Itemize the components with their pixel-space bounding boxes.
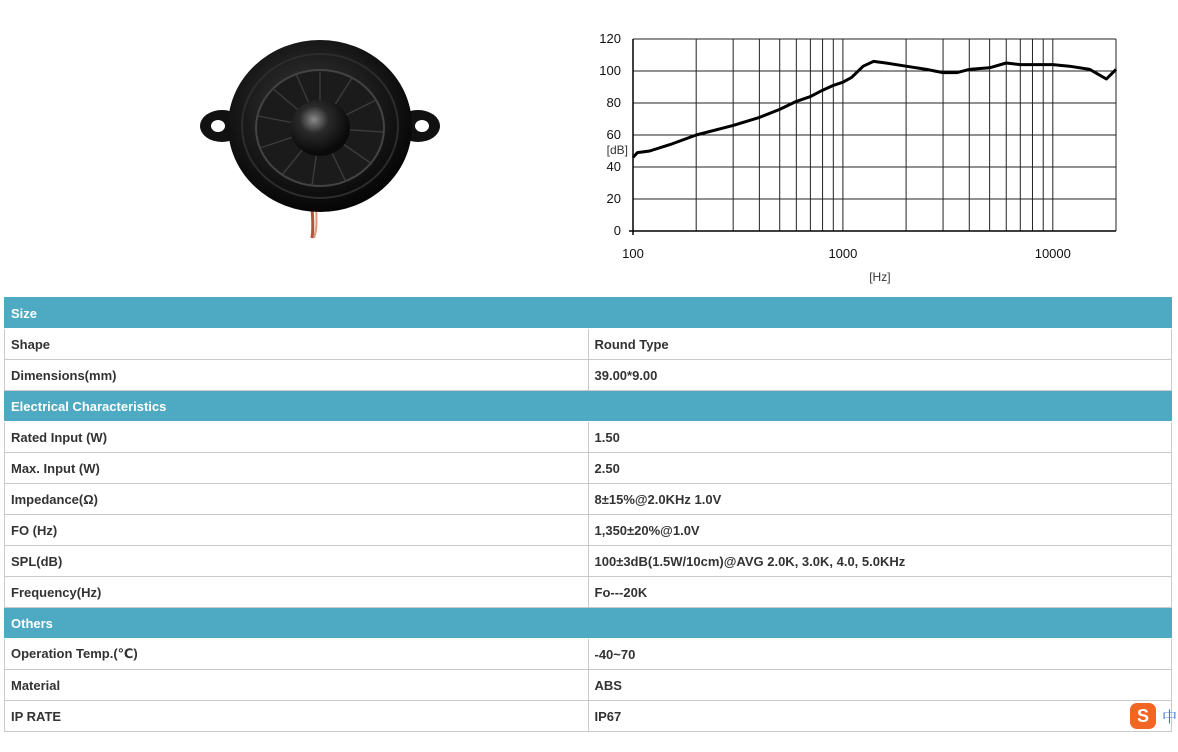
spec-value: IP67 [588, 701, 1172, 732]
y-tick-label: 0 [613, 223, 621, 238]
table-row [5, 422, 1172, 453]
spec-value: 1,350±20%@1.0V [588, 515, 1172, 546]
spec-value: 1.50 [588, 422, 1172, 453]
section-title: Electrical Characteristics [5, 391, 1172, 422]
spec-name: FO (Hz) [5, 515, 589, 546]
spec-value: 100±3dB(1.5W/10cm)@AVG 2.0K, 3.0K, 4.0, 5.0KHz [588, 546, 1172, 577]
y-tick-label: 100 [599, 63, 621, 78]
x-tick-label: 10000 [1034, 246, 1071, 261]
table-row [5, 360, 1172, 391]
spec-name: Material [5, 670, 589, 701]
y-tick-label: 40 [606, 159, 621, 174]
spec-value: 2.50 [588, 453, 1172, 484]
y-tick-label: 80 [606, 95, 621, 110]
spec-name: IP RATE [5, 701, 589, 732]
spec-table [4, 297, 1172, 732]
table-row [5, 639, 1172, 670]
sogou-icon[interactable]: S [1130, 703, 1156, 729]
y-tick-label: 20 [606, 191, 621, 206]
table-row [5, 484, 1172, 515]
spec-name: Operation Temp.(℃) [5, 639, 589, 670]
table-row [5, 329, 1172, 360]
section-header [5, 298, 1172, 329]
table-row [5, 515, 1172, 546]
table-row [5, 670, 1172, 701]
section-header [5, 608, 1172, 639]
table-row [5, 546, 1172, 577]
spec-name: Max. Input (W) [5, 453, 589, 484]
spec-value: ABS [588, 670, 1172, 701]
spec-name: Impedance(Ω) [5, 484, 589, 515]
section-header [5, 391, 1172, 422]
x-axis-label: [Hz] [869, 270, 891, 284]
spec-name: Frequency(Hz) [5, 577, 589, 608]
table-row [5, 453, 1172, 484]
spec-value: Round Type [588, 329, 1172, 360]
x-tick-label: 1000 [828, 246, 858, 261]
spec-value: -40~70 [588, 639, 1172, 670]
product-image [200, 30, 440, 250]
y-tick-label: 120 [599, 31, 621, 46]
x-tick-label: 100 [622, 246, 644, 261]
ime-widget[interactable] [1130, 703, 1178, 731]
spec-value: Fo---20K [588, 577, 1172, 608]
spec-value: 39.00*9.00 [588, 360, 1172, 391]
section-title: Others [5, 608, 1172, 639]
y-axis-label: [dB] [606, 143, 628, 157]
section-title: Size [5, 298, 1172, 329]
spec-name: Rated Input (W) [5, 422, 589, 453]
spec-name: SPL(dB) [5, 546, 589, 577]
spec-value: 8±15%@2.0KHz 1.0V [588, 484, 1172, 515]
table-row [5, 701, 1172, 732]
ime-language-indicator[interactable]: 中 [1162, 708, 1178, 726]
table-row [5, 577, 1172, 608]
y-tick-label: 60 [606, 127, 621, 142]
frequency-response-chart [590, 28, 1130, 290]
spec-name: Shape [5, 329, 589, 360]
spec-name: Dimensions(mm) [5, 360, 589, 391]
